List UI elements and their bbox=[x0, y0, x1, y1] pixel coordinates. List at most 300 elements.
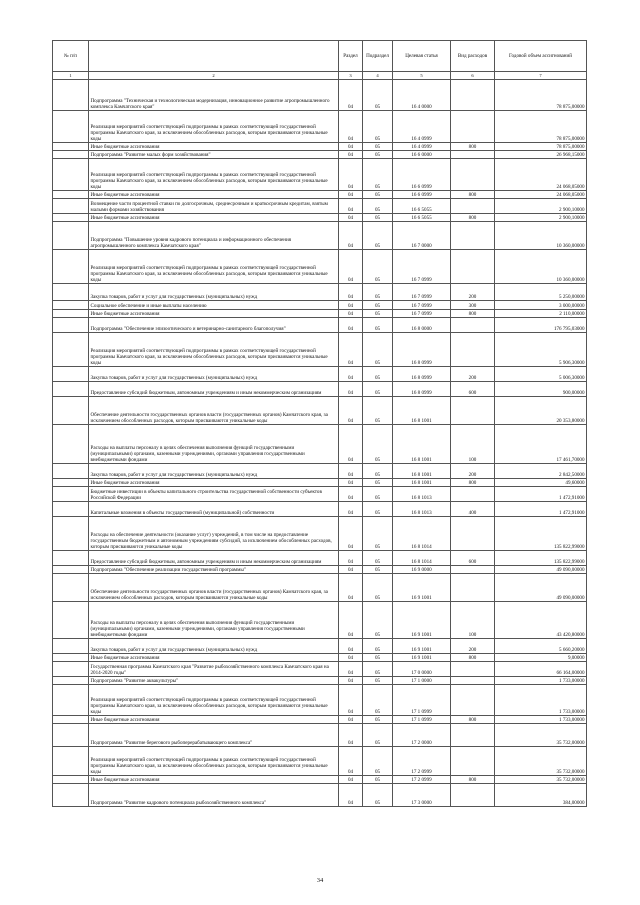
row-podrazdel: 05 bbox=[363, 677, 393, 685]
number-cell bbox=[53, 214, 89, 222]
row-podrazdel: 05 bbox=[363, 574, 393, 602]
number-cell bbox=[53, 602, 89, 639]
row-amount: 1 733,00000 bbox=[495, 716, 587, 724]
table-row bbox=[53, 716, 587, 724]
row-target-article: 16 6 0999 bbox=[393, 191, 451, 199]
number-cell bbox=[53, 677, 89, 685]
row-expense-type bbox=[451, 724, 495, 747]
table-row bbox=[53, 566, 587, 574]
row-expense-type: 800 bbox=[451, 479, 495, 487]
row-target-article: 17 0 0000 bbox=[393, 662, 451, 677]
index-cell: 6 bbox=[451, 72, 495, 80]
row-podrazdel: 05 bbox=[363, 784, 393, 807]
row-expense-type: 200 bbox=[451, 639, 495, 654]
table-row bbox=[53, 159, 587, 191]
row-name: Реализация мероприятий соответствующей подпрограммы в рамках соответствующей государственной программы Камчатского края, за исключением обособленных расходов, которым присваиваются уникальные коды bbox=[89, 333, 339, 367]
page-number: 34 bbox=[316, 877, 324, 884]
row-name: Иные бюджетные ассигнования bbox=[89, 716, 339, 724]
number-cell bbox=[53, 464, 89, 479]
row-name: Подпрограмма "Развитие малых форм хозяйствования" bbox=[89, 151, 339, 159]
row-razdel: 04 bbox=[339, 301, 363, 310]
row-name: Подпрограмма "Развитие кадрового потенциала рыбохозяйственного комплекса" bbox=[89, 784, 339, 807]
row-name: Подпрограмма "Обеспечение реализации государственной программы" bbox=[89, 566, 339, 574]
row-target-article: 16 6 0000 bbox=[393, 151, 451, 159]
number-cell bbox=[53, 284, 89, 301]
row-amount: 2 900,10000 bbox=[495, 199, 587, 214]
row-razdel: 04 bbox=[339, 677, 363, 685]
row-podrazdel: 05 bbox=[363, 284, 393, 301]
row-name: Расходы на обеспечение деятельности (оказание услуг) учреждений, в том числе на предоставление государственным бюджетным и автономным учреждениям субсидий, за исключением обособленных расходов, которым присваиваются уникальные коды bbox=[89, 517, 339, 551]
row-expense-type: 600 bbox=[451, 551, 495, 566]
number-cell bbox=[53, 397, 89, 425]
number-cell bbox=[53, 425, 89, 464]
table-row bbox=[53, 143, 587, 151]
table-row bbox=[53, 724, 587, 747]
row-podrazdel: 05 bbox=[363, 382, 393, 397]
row-name: Подпрограмма "Развитие аквакультуры" bbox=[89, 677, 339, 685]
row-name: Обеспечение деятельности государственных органов власти (государственных органов) Камчатского края, за исключением обособленных расходов, которым присваиваются уникальные коды bbox=[89, 574, 339, 602]
row-amount: 1 733,00000 bbox=[495, 685, 587, 716]
row-razdel: 04 bbox=[339, 716, 363, 724]
table-row bbox=[53, 551, 587, 566]
row-amount: 2 110,00000 bbox=[495, 310, 587, 318]
table-row bbox=[53, 151, 587, 159]
row-amount: 176 795,03000 bbox=[495, 318, 587, 333]
table-row bbox=[53, 662, 587, 677]
row-target-article: 16 7 0999 bbox=[393, 310, 451, 318]
row-podrazdel: 05 bbox=[363, 566, 393, 574]
table-row bbox=[53, 654, 587, 662]
row-target-article: 16 9 1001 bbox=[393, 574, 451, 602]
table-row bbox=[53, 301, 587, 310]
row-amount: 49 090,00000 bbox=[495, 574, 587, 602]
number-cell bbox=[53, 310, 89, 318]
header-target-article: Целевая статья bbox=[393, 41, 451, 72]
number-cell bbox=[53, 639, 89, 654]
row-amount: 135 822,99000 bbox=[495, 517, 587, 551]
row-razdel: 04 bbox=[339, 566, 363, 574]
table-header-row bbox=[53, 41, 587, 72]
row-name: Предоставление субсидий бюджетным, автономным учреждениям и иным некоммерческим организациям bbox=[89, 551, 339, 566]
row-name: Подпрограмма "Развитие берегового рыбоперерабатывающего комплекса" bbox=[89, 724, 339, 747]
row-amount: 1 472,91000 bbox=[495, 487, 587, 502]
row-expense-type bbox=[451, 685, 495, 716]
table-row bbox=[53, 199, 587, 214]
row-amount: 49 090,00000 bbox=[495, 566, 587, 574]
row-razdel: 04 bbox=[339, 602, 363, 639]
row-amount: 78 875,00000 bbox=[495, 80, 587, 111]
row-target-article: 16 9 1001 bbox=[393, 654, 451, 662]
number-cell bbox=[53, 724, 89, 747]
number-cell bbox=[53, 367, 89, 382]
table-row bbox=[53, 487, 587, 502]
row-amount: 1 733,00000 bbox=[495, 677, 587, 685]
row-amount: 17 461,70000 bbox=[495, 425, 587, 464]
row-target-article: 16 8 1001 bbox=[393, 397, 451, 425]
number-cell bbox=[53, 654, 89, 662]
row-target-article: 16 7 0999 bbox=[393, 301, 451, 310]
number-cell bbox=[53, 191, 89, 199]
row-name: Иные бюджетные ассигнования bbox=[89, 310, 339, 318]
number-cell bbox=[53, 776, 89, 784]
table-row bbox=[53, 464, 587, 479]
row-amount: 35 732,00000 bbox=[495, 776, 587, 784]
row-razdel: 04 bbox=[339, 574, 363, 602]
row-name: Закупка товаров, работ и услуг для государственных (муниципальных) нужд bbox=[89, 284, 339, 301]
row-amount: 35 732,00000 bbox=[495, 724, 587, 747]
row-razdel: 04 bbox=[339, 662, 363, 677]
table-row bbox=[53, 776, 587, 784]
row-expense-type: 300 bbox=[451, 301, 495, 310]
row-target-article: 16 8 1001 bbox=[393, 425, 451, 464]
row-razdel: 04 bbox=[339, 487, 363, 502]
row-target-article: 16 8 1014 bbox=[393, 551, 451, 566]
row-target-article: 16 4 0999 bbox=[393, 111, 451, 143]
row-podrazdel: 05 bbox=[363, 724, 393, 747]
row-amount: 900,00000 bbox=[495, 382, 587, 397]
row-target-article: 17 1 0999 bbox=[393, 716, 451, 724]
row-podrazdel: 05 bbox=[363, 191, 393, 199]
row-amount: 26 968,15000 bbox=[495, 151, 587, 159]
row-expense-type bbox=[451, 784, 495, 807]
row-amount: 10 360,00000 bbox=[495, 222, 587, 250]
table-body bbox=[53, 80, 587, 807]
number-cell bbox=[53, 716, 89, 724]
row-name: Капитальные вложения в объекты государственной (муниципальной) собственности bbox=[89, 502, 339, 517]
row-expense-type: 100 bbox=[451, 602, 495, 639]
table-row bbox=[53, 639, 587, 654]
number-cell bbox=[53, 784, 89, 807]
index-cell: 1 bbox=[53, 72, 89, 80]
index-cell: 4 bbox=[363, 72, 393, 80]
table-row bbox=[53, 425, 587, 464]
row-name: Социальное обеспечение и иные выплаты населению bbox=[89, 301, 339, 310]
row-razdel: 04 bbox=[339, 654, 363, 662]
row-amount: 24 068,05000 bbox=[495, 159, 587, 191]
row-expense-type: 800 bbox=[451, 191, 495, 199]
row-expense-type bbox=[451, 80, 495, 111]
row-expense-type: 800 bbox=[451, 310, 495, 318]
row-name: Иные бюджетные ассигнования bbox=[89, 776, 339, 784]
table-row bbox=[53, 111, 587, 143]
index-cell: 2 bbox=[89, 72, 339, 80]
table-row bbox=[53, 333, 587, 367]
row-expense-type bbox=[451, 662, 495, 677]
number-cell bbox=[53, 301, 89, 310]
number-cell bbox=[53, 80, 89, 111]
row-podrazdel: 05 bbox=[363, 159, 393, 191]
row-podrazdel: 05 bbox=[363, 551, 393, 566]
row-razdel: 04 bbox=[339, 284, 363, 301]
row-razdel: 04 bbox=[339, 111, 363, 143]
header-name bbox=[89, 41, 339, 72]
row-name: Подпрограмма "Повышение уровня кадрового потенциала и информационного обеспечения агропромышленного комплекса Камчатского края" bbox=[89, 222, 339, 250]
row-amount: 5 660,20000 bbox=[495, 639, 587, 654]
row-razdel: 04 bbox=[339, 310, 363, 318]
number-cell bbox=[53, 487, 89, 502]
row-razdel: 04 bbox=[339, 517, 363, 551]
row-target-article: 17 2 0999 bbox=[393, 747, 451, 776]
row-name: Расходы на выплаты персоналу в целях обеспечения выполнения функций государственными (муниципальными) органами, казенными учреждениями, органами управления государственными внебюджетными фондами bbox=[89, 602, 339, 639]
row-podrazdel: 05 bbox=[363, 250, 393, 284]
row-razdel: 04 bbox=[339, 685, 363, 716]
header-expense-type: Вид расходов bbox=[451, 41, 495, 72]
row-expense-type bbox=[451, 574, 495, 602]
row-podrazdel: 05 bbox=[363, 214, 393, 222]
row-target-article: 16 8 1013 bbox=[393, 502, 451, 517]
row-target-article: 17 1 0999 bbox=[393, 685, 451, 716]
number-cell bbox=[53, 151, 89, 159]
number-cell bbox=[53, 159, 89, 191]
table-row bbox=[53, 517, 587, 551]
index-cell: 3 bbox=[339, 72, 363, 80]
table-row bbox=[53, 602, 587, 639]
table-row bbox=[53, 685, 587, 716]
row-razdel: 04 bbox=[339, 222, 363, 250]
table-row bbox=[53, 382, 587, 397]
row-expense-type: 800 bbox=[451, 214, 495, 222]
budget-document bbox=[52, 40, 586, 807]
row-expense-type bbox=[451, 517, 495, 551]
row-podrazdel: 05 bbox=[363, 199, 393, 214]
number-cell bbox=[53, 479, 89, 487]
row-target-article: 16 8 1014 bbox=[393, 517, 451, 551]
row-podrazdel: 05 bbox=[363, 685, 393, 716]
row-name: Реализация мероприятий соответствующей подпрограммы в рамках соответствующей государственной программы Камчатского края, за исключением обособленных расходов, которым присваиваются уникальные коды bbox=[89, 111, 339, 143]
row-expense-type bbox=[451, 677, 495, 685]
row-expense-type: 800 bbox=[451, 716, 495, 724]
number-cell bbox=[53, 199, 89, 214]
row-name: Государственная программа Камчатского края "Развитие рыбохозяйственного комплекса Камчатского края на 2014-2020 годы" bbox=[89, 662, 339, 677]
row-podrazdel: 05 bbox=[363, 397, 393, 425]
row-razdel: 04 bbox=[339, 776, 363, 784]
row-target-article: 16 4 0999 bbox=[393, 143, 451, 151]
row-podrazdel: 05 bbox=[363, 747, 393, 776]
row-podrazdel: 05 bbox=[363, 502, 393, 517]
number-cell bbox=[53, 382, 89, 397]
row-target-article: 16 8 1001 bbox=[393, 464, 451, 479]
row-podrazdel: 05 bbox=[363, 310, 393, 318]
row-razdel: 04 bbox=[339, 191, 363, 199]
row-name: Подпрограмма "Обеспечение эпизоотического и ветеринарно-санитарного благополучия" bbox=[89, 318, 339, 333]
row-podrazdel: 05 bbox=[363, 151, 393, 159]
row-podrazdel: 05 bbox=[363, 487, 393, 502]
table-row bbox=[53, 784, 587, 807]
row-name: Возмещение части процентной ставки по долгосрочным, среднесрочным и краткосрочным кредитам, взятым малыми формами хозяйствования bbox=[89, 199, 339, 214]
row-target-article: 16 7 0999 bbox=[393, 284, 451, 301]
row-name: Обеспечение деятельности государственных органов власти (государственных органов) Камчатского края, за исключением обособленных расходов, которым присваиваются уникальные коды bbox=[89, 397, 339, 425]
row-expense-type: 200 bbox=[451, 464, 495, 479]
row-name: Реализация мероприятий соответствующей подпрограммы в рамках соответствующей государственной программы Камчатского края, за исключением обособленных расходов, которым присваиваются уникальные коды bbox=[89, 250, 339, 284]
index-cell: 5 bbox=[393, 72, 451, 80]
row-target-article: 16 6 5055 bbox=[393, 214, 451, 222]
number-cell bbox=[53, 566, 89, 574]
row-expense-type: 200 bbox=[451, 367, 495, 382]
row-target-article: 17 1 0000 bbox=[393, 677, 451, 685]
row-amount: 66 164,00000 bbox=[495, 662, 587, 677]
row-expense-type bbox=[451, 151, 495, 159]
row-amount: 43 420,80000 bbox=[495, 602, 587, 639]
row-podrazdel: 05 bbox=[363, 80, 393, 111]
row-expense-type bbox=[451, 487, 495, 502]
row-target-article: 16 8 0999 bbox=[393, 382, 451, 397]
header-number: № п/п bbox=[53, 41, 89, 72]
row-name: Реализация мероприятий соответствующей подпрограммы в рамках соответствующей государственной программы Камчатского края, за исключением обособленных расходов, которым присваиваются уникальные коды bbox=[89, 747, 339, 776]
table-row bbox=[53, 574, 587, 602]
number-cell bbox=[53, 318, 89, 333]
row-podrazdel: 05 bbox=[363, 367, 393, 382]
table-row bbox=[53, 80, 587, 111]
row-razdel: 04 bbox=[339, 551, 363, 566]
row-target-article: 17 3 0000 bbox=[393, 784, 451, 807]
row-expense-type: 100 bbox=[451, 425, 495, 464]
row-expense-type bbox=[451, 199, 495, 214]
row-target-article: 16 8 0999 bbox=[393, 367, 451, 382]
row-target-article: 16 6 0999 bbox=[393, 159, 451, 191]
row-amount: 384,00000 bbox=[495, 784, 587, 807]
number-cell bbox=[53, 551, 89, 566]
number-cell bbox=[53, 517, 89, 551]
row-razdel: 04 bbox=[339, 464, 363, 479]
row-name: Иные бюджетные ассигнования bbox=[89, 654, 339, 662]
number-cell bbox=[53, 333, 89, 367]
row-target-article: 16 7 0000 bbox=[393, 222, 451, 250]
row-amount: 20 353,80000 bbox=[495, 397, 587, 425]
row-expense-type bbox=[451, 318, 495, 333]
row-name: Бюджетные инвестиции в объекты капитального строительства государственной собственности субъектов Российской Федерации bbox=[89, 487, 339, 502]
row-amount: 5 006,30000 bbox=[495, 367, 587, 382]
row-expense-type: 400 bbox=[451, 502, 495, 517]
row-amount: 24 068,05000 bbox=[495, 191, 587, 199]
row-razdel: 04 bbox=[339, 784, 363, 807]
row-amount: 5 250,00000 bbox=[495, 284, 587, 301]
row-expense-type: 200 bbox=[451, 284, 495, 301]
row-razdel: 04 bbox=[339, 502, 363, 517]
row-target-article: 16 8 1001 bbox=[393, 479, 451, 487]
number-cell bbox=[53, 574, 89, 602]
table-row bbox=[53, 397, 587, 425]
row-podrazdel: 05 bbox=[363, 464, 393, 479]
row-razdel: 04 bbox=[339, 80, 363, 111]
row-amount: 5 906,30000 bbox=[495, 333, 587, 367]
row-amount: 3 000,00000 bbox=[495, 301, 587, 310]
header-annual-amount: Годовой объем ассигнований bbox=[495, 41, 587, 72]
row-amount: 135 822,99000 bbox=[495, 551, 587, 566]
row-amount: 2 842,50000 bbox=[495, 464, 587, 479]
row-podrazdel: 05 bbox=[363, 111, 393, 143]
number-cell bbox=[53, 502, 89, 517]
number-cell bbox=[53, 747, 89, 776]
row-amount: 1 472,91000 bbox=[495, 502, 587, 517]
row-expense-type bbox=[451, 159, 495, 191]
number-cell bbox=[53, 222, 89, 250]
table-row bbox=[53, 250, 587, 284]
row-name: Закупка товаров, работ и услуг для государственных (муниципальных) нужд bbox=[89, 464, 339, 479]
row-razdel: 04 bbox=[339, 425, 363, 464]
row-razdel: 04 bbox=[339, 747, 363, 776]
row-target-article: 17 2 0999 bbox=[393, 776, 451, 784]
row-amount: 10 360,00000 bbox=[495, 250, 587, 284]
row-target-article: 16 8 1013 bbox=[393, 487, 451, 502]
row-name: Иные бюджетные ассигнования bbox=[89, 214, 339, 222]
row-podrazdel: 05 bbox=[363, 318, 393, 333]
row-podrazdel: 05 bbox=[363, 425, 393, 464]
row-name: Закупка товаров, работ и услуг для государственных (муниципальных) нужд bbox=[89, 639, 339, 654]
index-cell: 7 bbox=[495, 72, 587, 80]
row-expense-type bbox=[451, 222, 495, 250]
row-razdel: 04 bbox=[339, 367, 363, 382]
row-amount: 2 900,10000 bbox=[495, 214, 587, 222]
table-row bbox=[53, 318, 587, 333]
row-target-article: 17 2 0000 bbox=[393, 724, 451, 747]
row-podrazdel: 05 bbox=[363, 333, 393, 367]
row-amount: 35 732,00000 bbox=[495, 747, 587, 776]
row-amount: 78 875,00000 bbox=[495, 111, 587, 143]
row-podrazdel: 05 bbox=[363, 662, 393, 677]
row-target-article: 16 6 5055 bbox=[393, 199, 451, 214]
table-row bbox=[53, 222, 587, 250]
row-expense-type: 800 bbox=[451, 776, 495, 784]
number-cell bbox=[53, 143, 89, 151]
row-podrazdel: 05 bbox=[363, 639, 393, 654]
row-target-article: 16 7 0999 bbox=[393, 250, 451, 284]
row-podrazdel: 05 bbox=[363, 517, 393, 551]
row-expense-type bbox=[451, 566, 495, 574]
table-row bbox=[53, 747, 587, 776]
row-amount: 9,00000 bbox=[495, 654, 587, 662]
table-row bbox=[53, 502, 587, 517]
header-podrazdel: Подраздел bbox=[363, 41, 393, 72]
row-razdel: 04 bbox=[339, 479, 363, 487]
row-name: Закупка товаров, работ и услуг для государственных (муниципальных) нужд bbox=[89, 367, 339, 382]
row-name: Иные бюджетные ассигнования bbox=[89, 191, 339, 199]
number-cell bbox=[53, 111, 89, 143]
row-podrazdel: 05 bbox=[363, 222, 393, 250]
row-razdel: 04 bbox=[339, 199, 363, 214]
row-expense-type bbox=[451, 111, 495, 143]
table-row bbox=[53, 677, 587, 685]
row-target-article: 16 9 0000 bbox=[393, 566, 451, 574]
row-razdel: 04 bbox=[339, 318, 363, 333]
row-amount: 78 875,00000 bbox=[495, 143, 587, 151]
header-razdel: Раздел bbox=[339, 41, 363, 72]
row-razdel: 04 bbox=[339, 397, 363, 425]
number-cell bbox=[53, 662, 89, 677]
row-podrazdel: 05 bbox=[363, 143, 393, 151]
number-cell bbox=[53, 685, 89, 716]
row-podrazdel: 05 bbox=[363, 654, 393, 662]
row-expense-type bbox=[451, 250, 495, 284]
row-razdel: 04 bbox=[339, 214, 363, 222]
row-razdel: 04 bbox=[339, 724, 363, 747]
table-row bbox=[53, 310, 587, 318]
row-name: Реализация мероприятий соответствующей подпрограммы в рамках соответствующей государственной программы Камчатского края, за исключением обособленных расходов, которым присваиваются уникальные коды bbox=[89, 685, 339, 716]
row-expense-type: 600 bbox=[451, 382, 495, 397]
row-target-article: 16 9 1001 bbox=[393, 602, 451, 639]
row-razdel: 04 bbox=[339, 250, 363, 284]
table-index-row bbox=[53, 72, 587, 80]
row-expense-type bbox=[451, 333, 495, 367]
row-name: Реализация мероприятий соответствующей подпрограммы в рамках соответствующей государственной программы Камчатского края, за исключением обособленных расходов, которым присваиваются уникальные коды bbox=[89, 159, 339, 191]
row-podrazdel: 05 bbox=[363, 479, 393, 487]
row-target-article: 16 8 0000 bbox=[393, 318, 451, 333]
row-podrazdel: 05 bbox=[363, 602, 393, 639]
row-razdel: 04 bbox=[339, 151, 363, 159]
table-row bbox=[53, 284, 587, 301]
row-razdel: 04 bbox=[339, 333, 363, 367]
row-razdel: 04 bbox=[339, 639, 363, 654]
table-row bbox=[53, 191, 587, 199]
